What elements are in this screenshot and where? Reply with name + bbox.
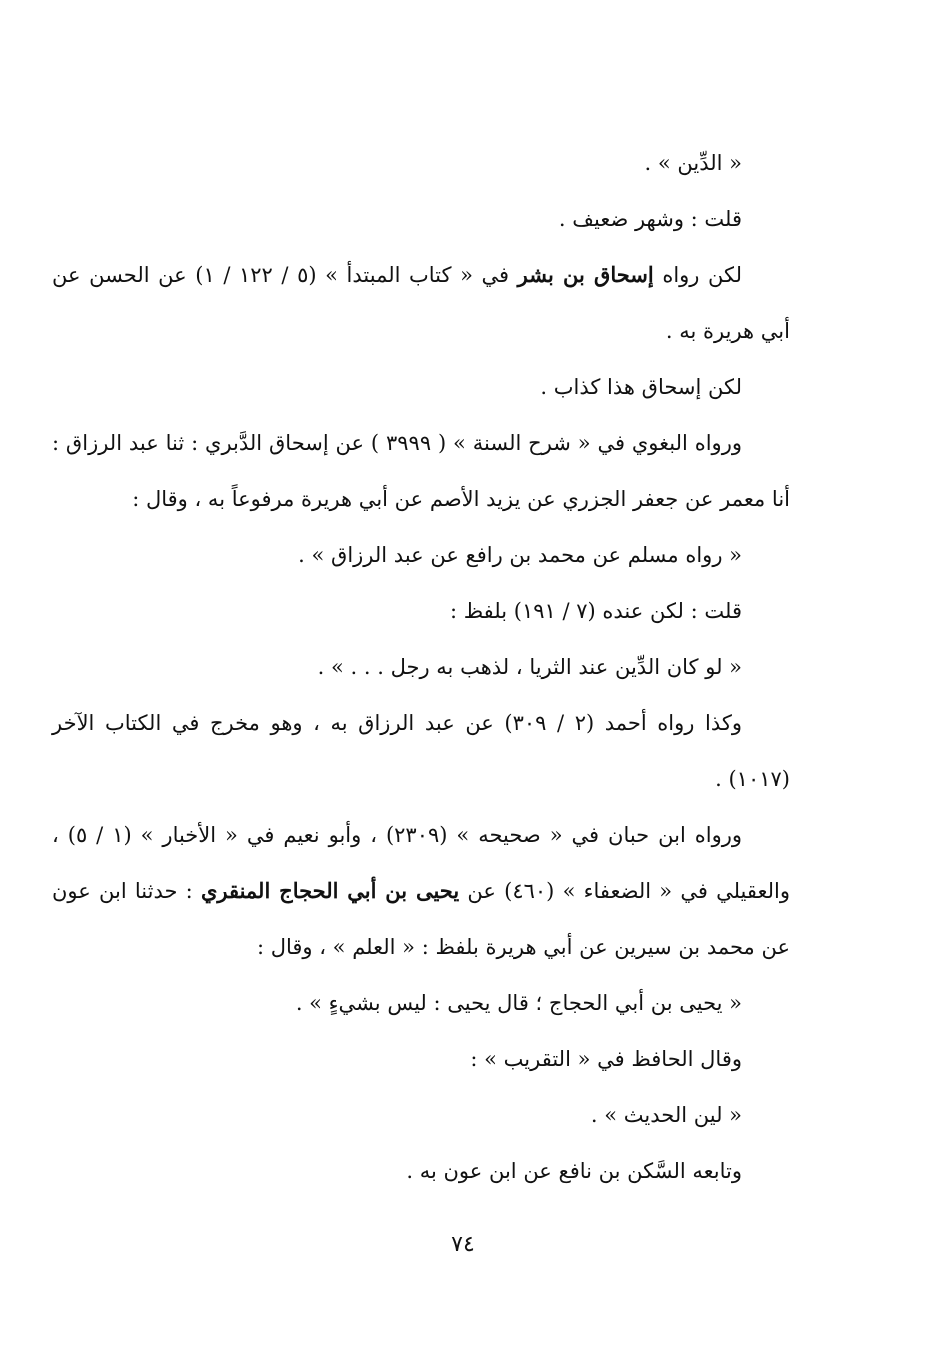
paragraph: لكن رواه إسحاق بن بشر في « كتاب المبتدأ » (٥ / ١٢٢ / ١) عن الحسن عن أبي هريرة به . bbox=[52, 262, 790, 343]
page-number: ٧٤ bbox=[451, 1232, 475, 1257]
quote-line: « لو كان الدِّين عند الثريا ، لذهب به رجل . . . » . bbox=[317, 655, 742, 679]
paragraph: ورواه ابن حبان في « صحيحه » (٢٣٠٩) ، وأبو نعيم في « الأخبار » (١ / ٥) ، والعقيلي في « الضعفاء » (٤٦٠) عن يحيى بن أبي الحجاج المنقري : حدثنا ابن عون عن محمد بن سيرين عن أبي هريرة بلفظ : « العلم » ، وقال : bbox=[52, 823, 791, 959]
page-body-text bbox=[52, 135, 790, 1199]
paragraph: لكن إسحاق هذا كذاب . bbox=[540, 375, 742, 399]
paragraph: وكذا رواه أحمد (٢ / ٣٠٩) عن عبد الرزاق به ، وهو مخرج في الكتاب الآخر (١٠١٧) . bbox=[52, 711, 790, 791]
quote-line: « يحيى بن أبي الحجاج ؛ قال يحيى : ليس بشيءٍ » . bbox=[295, 991, 742, 1015]
quote-line: « لين الحديث » . bbox=[590, 1103, 742, 1127]
quote-line: « الدِّين » . bbox=[644, 151, 742, 175]
paragraph: قلت : لكن عنده (٧ / ١٩١) بلفظ : bbox=[449, 599, 742, 623]
paragraph: وقال الحافظ في « التقريب » : bbox=[470, 1047, 742, 1071]
paragraph: قلت : وشهر ضعيف . bbox=[558, 207, 742, 231]
paragraph: وتابعه السَّكن بن نافع عن ابن عون به . bbox=[406, 1159, 742, 1183]
narrator-name-bold: يحيى بن أبي الحجاج المنقري bbox=[200, 878, 460, 903]
paragraph: ورواه البغوي في « شرح السنة » ( ٣٩٩٩ ) عن إسحاق الدَّبري : ثنا عبد الرزاق : أنا معمر عن جعفر الجزري عن يزيد الأصم عن أبي هريرة مرفوعاً به ، وقال : bbox=[52, 431, 790, 511]
quote-line: « رواه مسلم عن محمد بن رافع عن عبد الرزاق » . bbox=[298, 543, 742, 567]
narrator-name-bold: إسحاق بن بشر bbox=[517, 262, 654, 287]
